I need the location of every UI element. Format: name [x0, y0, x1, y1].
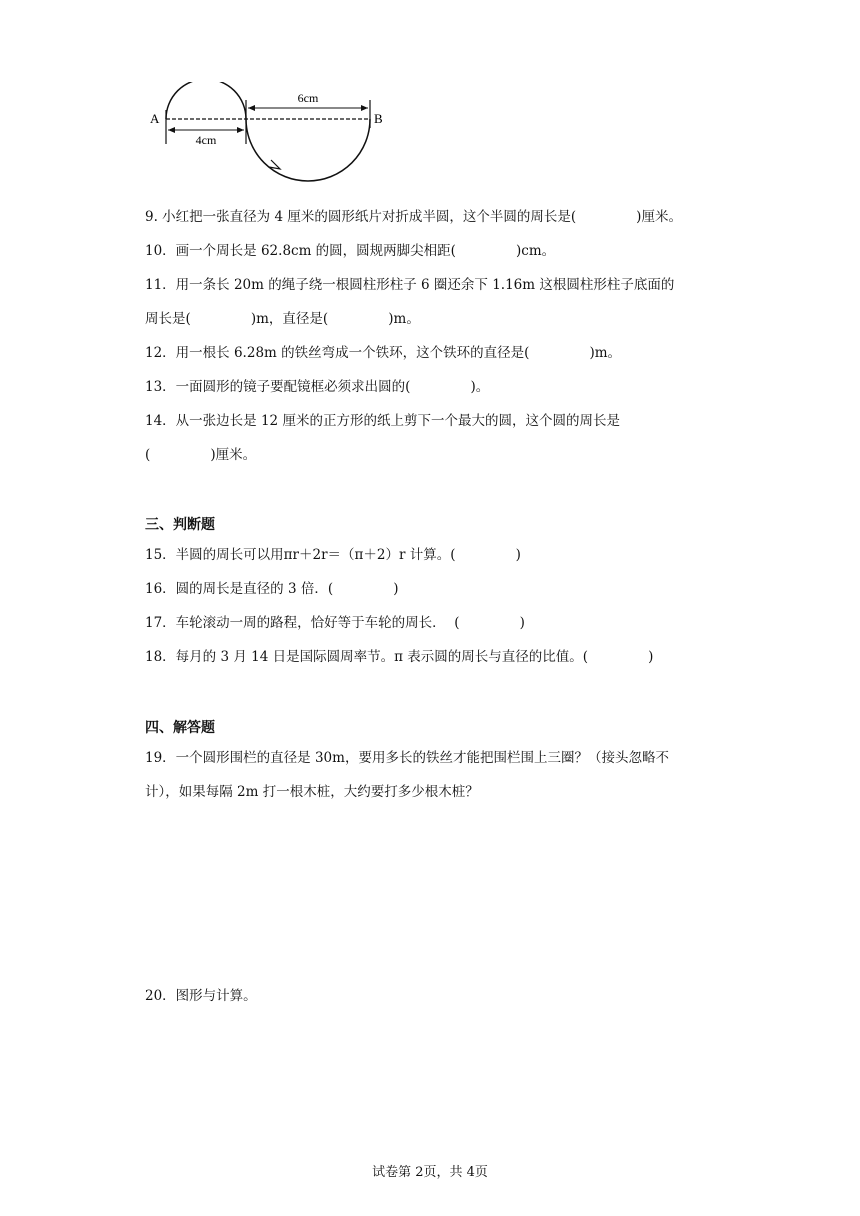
dim-label-bottom: 4cm [195, 133, 217, 147]
question-19-line-1: 19．一个圆形围栏的直径是 30m，要用多长的铁丝才能把围栏围上三圈？（接头忽略不 [145, 750, 669, 766]
dim-label-top: 6cm [297, 91, 319, 105]
question-16: 16．圆的周长是直径的 3 倍．( ) [145, 581, 399, 597]
question-9: 9. 小红把一张直径为 4 厘米的圆形纸片对折成半圆，这个半圆的周长是( )厘米。 [145, 209, 682, 225]
question-20: 20．图形与计算。 [145, 988, 257, 1004]
label-a: A [150, 111, 160, 126]
large-semicircle [246, 119, 370, 181]
question-12: 12．用一根长 6.28m 的铁丝弯成一个铁环，这个铁环的直径是( )m。 [145, 345, 622, 361]
question-17: 17．车轮滚动一周的路程，恰好等于车轮的周长． ( ) [145, 615, 525, 631]
semicircle-diagram [145, 82, 395, 187]
question-15: 15．半圆的周长可以用πr＋2r＝（π＋2）r 计算。( ) [145, 547, 521, 563]
label-b: B [374, 111, 383, 126]
question-11-line-1: 11．用一条长 20m 的绳子绕一根圆柱形柱子 6 圈还余下 1.16m 这根圆柱形柱子底面的 [145, 277, 675, 293]
question-11-line-2: 周长是( )m，直径是( )m。 [145, 311, 420, 327]
section-3-title: 三、判断题 [145, 517, 215, 533]
page-footer: 试卷第 2页，共 4页 [372, 1165, 488, 1180]
question-13: 13．一面圆形的镜子要配镜框必须求出圆的( )。 [145, 379, 490, 395]
direction-arrow [269, 160, 280, 169]
semicircle-figure [145, 82, 395, 191]
small-semicircle [166, 82, 246, 119]
question-18: 18．每月的 3 月 14 日是国际圆周率节。π 表示圆的周长与直径的比值。( ) [145, 649, 654, 665]
question-19-line-2: 计），如果每隔 2m 打一根木桩，大约要打多少根木桩？ [145, 784, 479, 800]
question-14-line-1: 14．从一张边长是 12 厘米的正方形的纸上剪下一个最大的圆，这个圆的周长是 [145, 413, 620, 429]
question-14-line-2: ( )厘米。 [145, 447, 257, 463]
section-4-title: 四、解答题 [145, 720, 215, 736]
question-10: 10．画一个周长是 62.8cm 的圆，圆规两脚尖相距( )cm。 [145, 243, 556, 259]
